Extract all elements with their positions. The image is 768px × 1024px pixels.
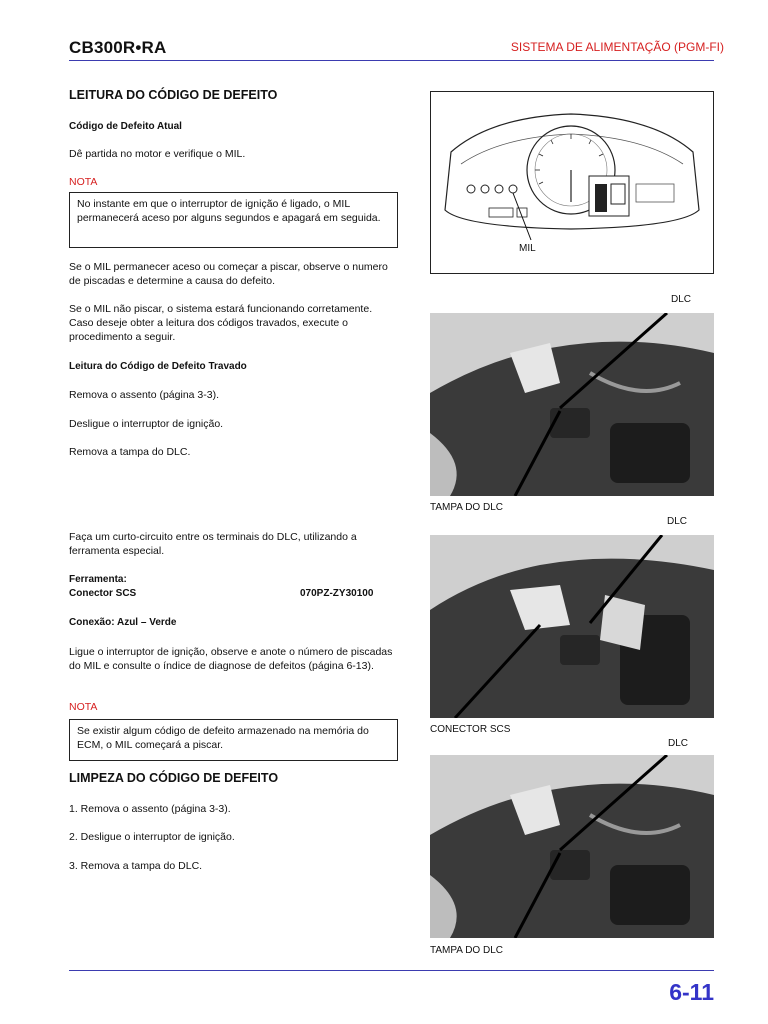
caption-scs-connector: CONECTOR SCS [430, 724, 511, 735]
clear-step-1: 1. Remova o assento (página 3-3). [69, 803, 231, 815]
connection-spec: Conexão: Azul – Verde [69, 617, 177, 628]
caption-dlc-cap-1: TAMPA DO DLC [430, 502, 503, 513]
step-remove-cap: Remova a tampa do DLC. [69, 446, 191, 458]
step-remove-seat: Remova o assento (página 3-3). [69, 389, 219, 401]
motorcycle-dlc-photo-3 [430, 755, 714, 938]
caption-dlc-cap-2: TAMPA DO DLC [430, 945, 503, 956]
photo-scs-connector [430, 535, 714, 718]
heading-clear-code: LIMPEZA DO CÓDIGO DE DEFEITO [69, 771, 279, 785]
subheading-locked-code: Leitura do Código de Defeito Travado [69, 361, 247, 372]
note-box-2: Se existir algum código de defeito armazenado na memória do ECM, o MIL começará a piscar. [69, 719, 398, 761]
note-box-1: No instante em que o interruptor de ignição é ligado, o MIL permanecerá aceso por alguns segundos e apagará em seguida. [69, 192, 398, 248]
step-ignition-off: Desligue o interruptor de ignição. [69, 418, 224, 430]
tool-label: Ferramenta: [69, 574, 127, 585]
clear-step-2: 2. Desligue o interruptor de ignição. [69, 831, 235, 843]
paragraph-ignition-on: Ligue o interruptor de ignição, observe e anote o número de piscadas do MIL e consulte o índice de diagnose de defeitos (página 6-13). [69, 646, 393, 672]
paragraph-short-circuit: Faça um curto-circuito entre os terminais do DLC, utilizando a ferramenta especial. [69, 531, 357, 557]
paragraph-mil-noblink: Se o MIL não piscar, o sistema estará funcionando corretamente. Caso deseje obter a leitura dos códigos travados, execute o procedimento a seguir. [69, 303, 373, 343]
heading-read-code: LEITURA DO CÓDIGO DE DEFEITO [69, 88, 278, 102]
tool-name: Conector SCS [69, 588, 137, 599]
motorcycle-dlc-photo-2 [430, 535, 714, 718]
photo-dlc-cap [430, 313, 714, 496]
note-label-2: NOTA [69, 701, 98, 713]
photo-dlc-cap-2 [430, 755, 714, 938]
footer-rule [69, 970, 714, 971]
tool-code: 070PZ-ZY30100 [300, 588, 374, 599]
model-title: CB300R•RA [69, 38, 167, 57]
instrument-cluster-drawing [431, 92, 713, 273]
section-title: SISTEMA DE ALIMENTAÇÃO (PGM-FI) [510, 40, 724, 54]
paragraph-mil-blink: Se o MIL permanecer aceso ou começar a piscar, observe o numero de piscadas e determine a causa do defeito. [69, 261, 388, 287]
dlc-label-1: DLC [671, 294, 692, 305]
mil-label: MIL [519, 243, 536, 254]
header-rule [69, 60, 714, 61]
motorcycle-dlc-photo-1 [430, 313, 714, 496]
page-number: 6-11 [669, 979, 714, 1005]
clear-step-3: 3. Remova a tampa do DLC. [69, 860, 203, 872]
subheading-current-code: Código de Defeito Atual [69, 121, 182, 132]
dlc-label-2: DLC [667, 516, 688, 527]
note-label-1: NOTA [69, 176, 98, 188]
instrument-panel-figure [430, 91, 714, 274]
paragraph-start-engine: Dê partida no motor e verifique o MIL. [69, 148, 246, 160]
dlc-label-3: DLC [668, 738, 689, 749]
